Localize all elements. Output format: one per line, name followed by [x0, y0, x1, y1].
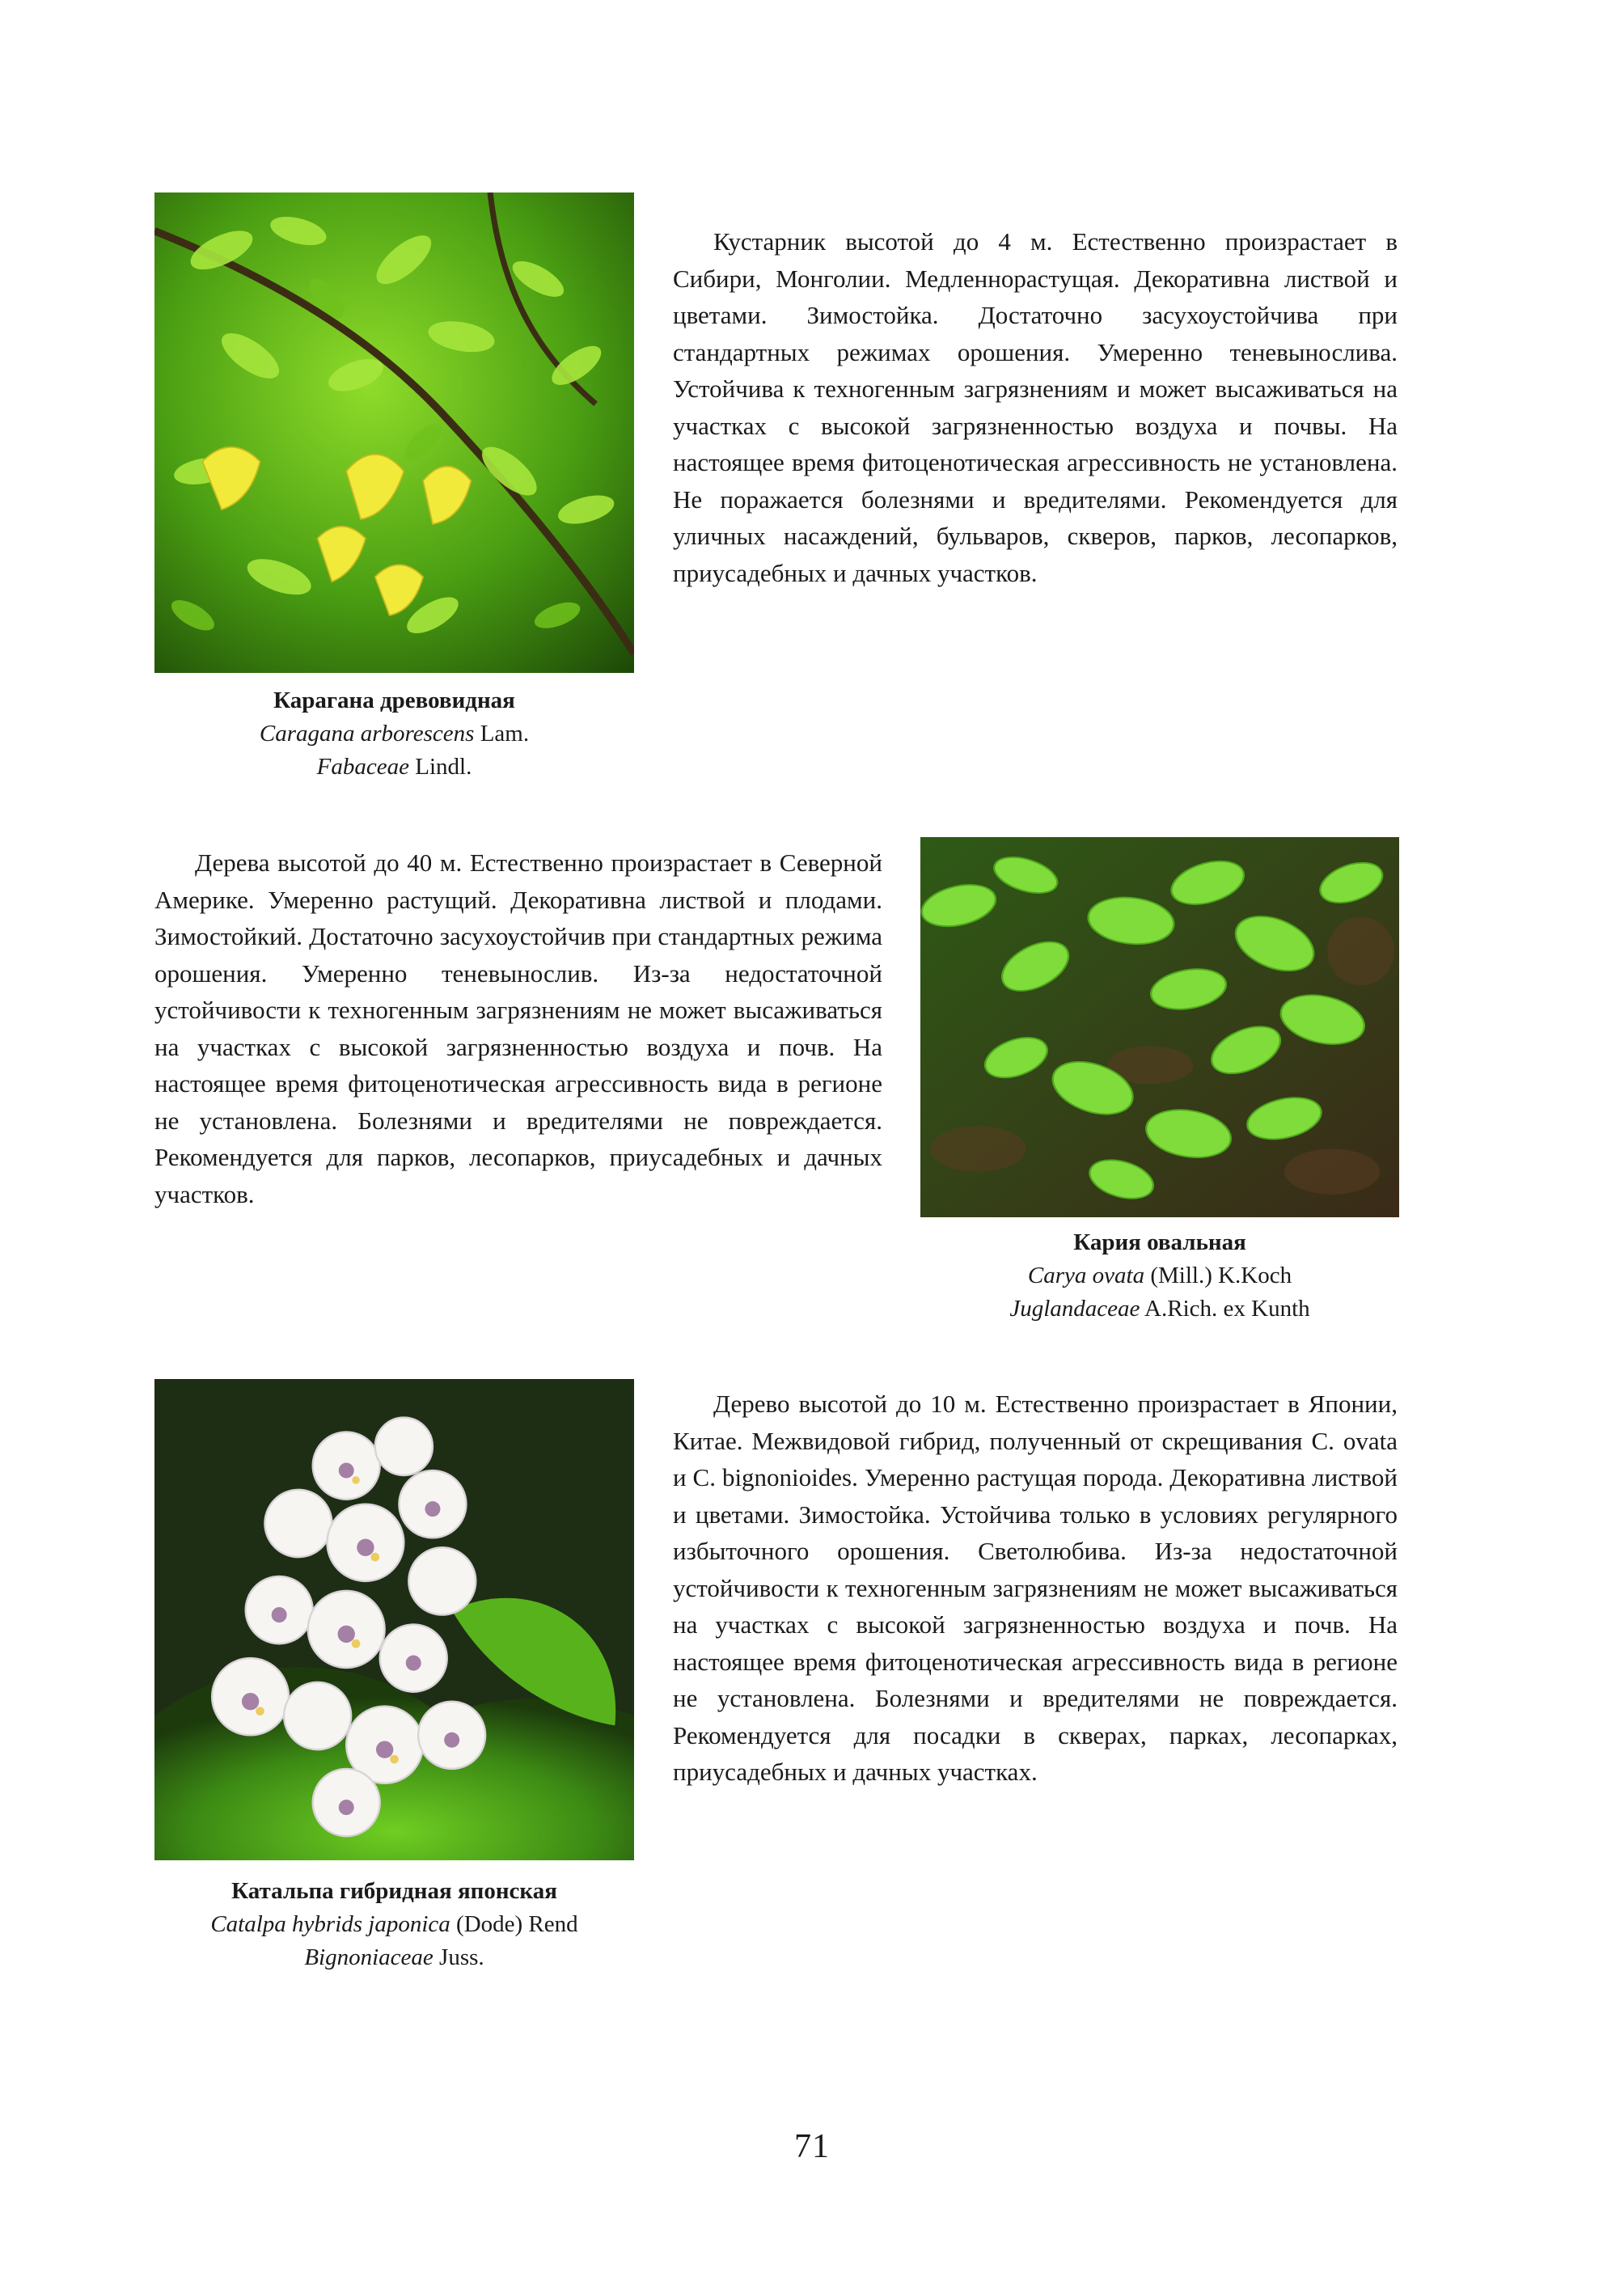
- carya-common-name: Кария овальная: [1073, 1229, 1246, 1255]
- caragana-family: Fabaceae Lindl.: [316, 754, 472, 780]
- carya-caption: [920, 1226, 1399, 1326]
- carya-photo: [920, 837, 1399, 1217]
- carya-family: Juglandaceae A.Rich. ex Kunth: [1009, 1296, 1310, 1322]
- catalpa-photo: [154, 1379, 634, 1860]
- carya-description: Дерева высотой до 40 м. Естественно произрастает в Северной Америке. Умеренно растущий. Декоративна листвой и плодами. Зимостойкий. Достаточно засухоустойчив при стандартных режима орошения. Умеренно теневынослив. Из-за недостаточной устойчивости к техногенным загрязнениям не может высаживаться на участках с высокой загрязненностью воздуха и почв. На настоящее время фитоценотическая агрессивность вида в регионе не установлена. Болезнями и вредителями не повреждается. Рекомендуется для парков, лесопарков, приусадебных и дачных участков.: [154, 848, 882, 1208]
- catalpa-caption: [154, 1875, 634, 1974]
- catalpa-family: Bignoniaceae Juss.: [304, 1944, 484, 1970]
- carya-latin-name: Carya ovata (Mill.) K.Koch: [1027, 1263, 1292, 1288]
- catalpa-latin-name: Catalpa hybrids japonica (Dode) Rend: [210, 1911, 578, 1937]
- catalpa-description: Дерево высотой до 10 м. Естественно произрастает в Японии, Китае. Межвидовой гибрид, полученный от скрещивания C. ovata и C. bignonioides. Умеренно растущая порода. Декоративна листвой и цветами. Зимостойка. Устойчива только в условиях регулярного избыточного орошения. Светолюбива. Из-за недостаточной устойчивости к техногенным загрязнениям не может высаживаться на участках с высокой загрязненностью воздуха и почв. На настоящее время фитоценотическая агрессивность вида в регионе не установлена. Болезнями и вредителями не повреждается. Рекомендуется для посадки в скверах, парках, лесопарках, приусадебных и дачных участках.: [673, 1390, 1398, 1786]
- caragana-description: Кустарник высотой до 4 м. Естественно произрастает в Сибири, Монголии. Медленнорастущая. Декоративна листвой и цветами. Зимостойка. Достаточно засухоустойчива при стандартных режимах орошения. Умеренно теневынослива. Устойчива к техногенным загрязнениям и может высаживаться на участках с высокой загрязненностью воздуха и почвы. На настоящее время фитоценотическая агрессивность не установлена. Не поражается болезнями и вредителями. Рекомендуется для уличных насаждений, бульваров, скверов, парков, лесопарков, приусадебных и дачных участков.: [673, 227, 1398, 587]
- caragana-photo: [154, 192, 634, 673]
- catalpa-common-name: Катальпа гибридная японская: [231, 1878, 557, 1904]
- caragana-caption: [154, 684, 634, 784]
- caragana-common-name: Карагана древовидная: [273, 687, 515, 713]
- caragana-latin-name: Caragana arborescens Lam.: [259, 721, 530, 747]
- page-number: 71: [794, 2128, 830, 2165]
